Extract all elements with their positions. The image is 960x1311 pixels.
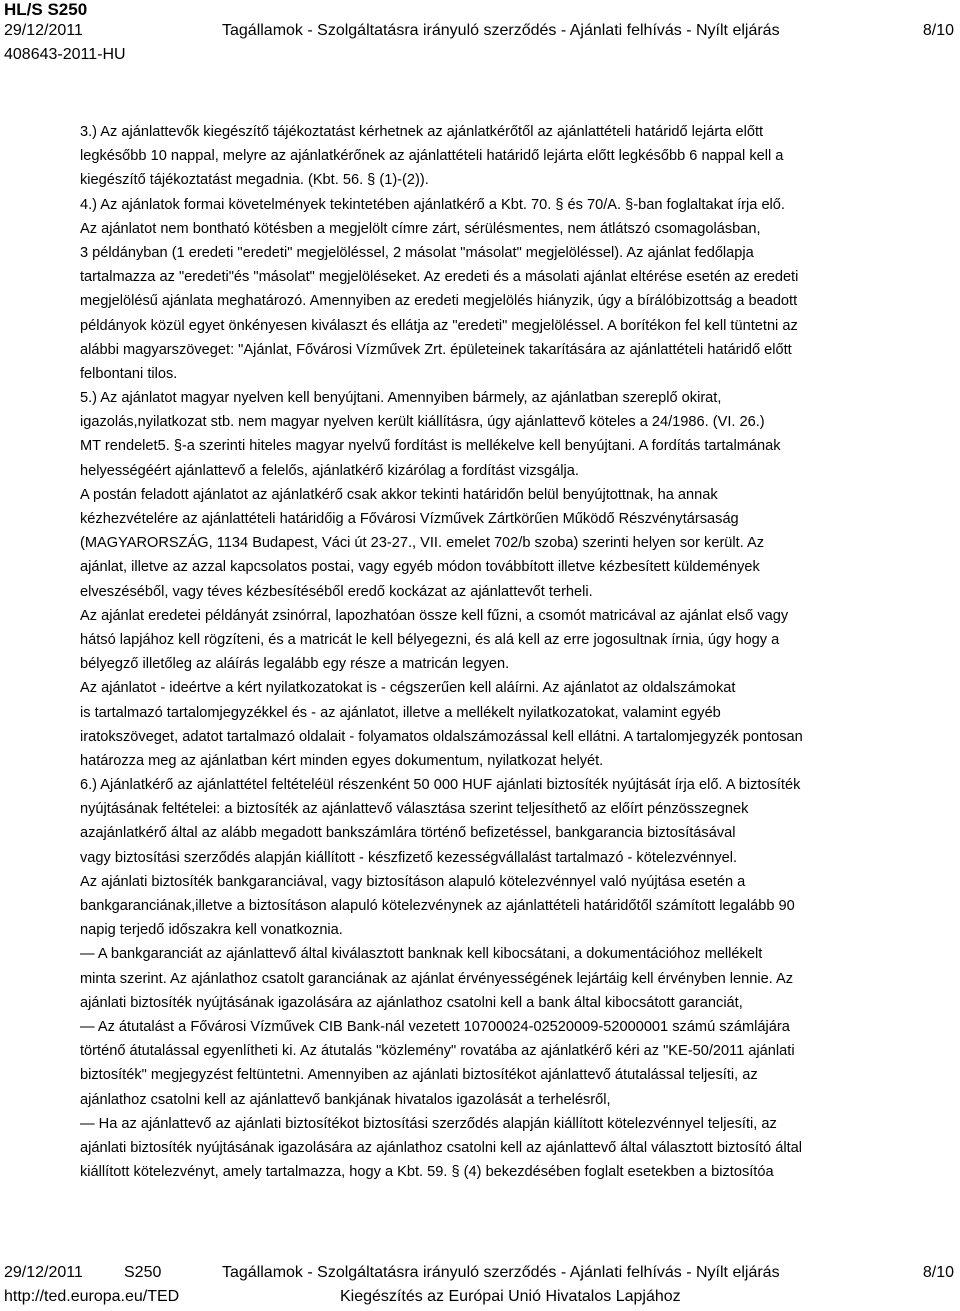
document-body: [80, 120, 954, 1184]
header-date: 29/12/2011: [4, 22, 83, 39]
text-line: 4.) Az ajánlatok formai követelmények tekintetében ajánlatkérő a Kbt. 70. § és 70/A. §-ban foglaltakat írja elő.: [80, 196, 785, 213]
text-line: azajánlatkérő által az alább megadott bankszámlára történő befizetéssel, bankgarancia biztosításával: [80, 825, 736, 842]
text-line: biztosíték" megjegyzést feltüntetni. Amennyiben az ajánlati biztosítékot ajánlattevő átutalással teljesíti, az: [80, 1067, 758, 1084]
text-line: Az ajánlati biztosíték bankgaranciával, vagy biztosításon alapuló kötelezvénnyel való nyújtása esetén a: [80, 873, 746, 890]
text-line: 3.) Az ajánlattevők kiegészítő tájékoztatást kérhetnek az ajánlatkérőtől az ajánlattételi határidő lejárta előtt: [80, 124, 764, 140]
text-line: Az ajánlatot - ideértve a kért nyilatkozatokat is - cégszerűen kell aláírni. Az ajánlatot az oldalszámokat: [80, 680, 736, 697]
text-line: A postán feladott ajánlatot az ajánlatkérő csak akkor tekinti határidőn belül benyújtottnak, ha annak: [80, 486, 718, 503]
text-line: helyességéért ajánlattevő a felelős, ajánlatkérő kizárólag a fordítást vizsgálja.: [80, 462, 579, 479]
text-line: 6.) Ajánlatkérő az ajánlattétel feltételéül részenként 50 000 HUF ajánlati biztosíték nyújtását írja elő. A biztosíték: [80, 777, 801, 794]
text-line: ajánlat, illetve az azzal kapcsolatos postai, vagy egyéb módon továbbított illetve kézbesített küldemények: [80, 559, 760, 576]
text-line: is tartalmazó tartalomjegyzékkel és - az ajánlatot, illetve a mellékelt nyilatkozatokat, valamint egyéb: [80, 704, 721, 721]
page-footer: [0, 1262, 960, 1311]
text-line: minta szerint. Az ajánlathoz csatolt garanciának az ajánlat érvényességének lejártáig kell érvényben lennie. Az: [80, 970, 794, 987]
text-line: 3 példányban (1 eredeti "eredeti" megjelöléssel, 2 másolat "másolat" megjelöléssel). Az ajánlat fedőlapja: [80, 244, 754, 261]
text-line: vagy biztosítási szerződés alapján kiállított - készfizető kezességvállalást tartalmazó - kötelezvénnyel.: [80, 849, 738, 866]
text-line: ajánlati biztosíték nyújtásának igazolására az ajánlathoz csatolni kell a bank által kibocsátott garanciát,: [80, 994, 743, 1011]
footer-title: Tagállamok - Szolgáltatásra irányuló szerződés - Ajánlati felhívás - Nyílt eljárás: [222, 1264, 780, 1281]
text-line: felbontani tilos.: [80, 365, 178, 382]
header-page-number: 8/10: [922, 22, 954, 39]
text-line: MT rendelet5. §-a szerinti hiteles magyar nyelvű fordítást is mellékelve kell benyújtani. A fordítás tartalmának: [80, 438, 781, 455]
text-line: bélyegző illetőleg az aláírás legalább egy része a matricán legyen.: [80, 656, 510, 673]
text-line: kézhezvételére az ajánlattételi határidőig a Fővárosi Vízművek Zártkörűen Működő Részvénytársaság: [80, 511, 739, 527]
text-line: megjelölésű ajánlata meghatározó. Amennyiben az eredeti megjelölés hiányzik, úgy a bírálóbizottság a beadott: [80, 293, 798, 310]
text-line: napig terjedő időszakra kell vonatkoznia.: [80, 922, 343, 939]
footer-page-number: 8/10: [922, 1264, 954, 1281]
header-title: Tagállamok - Szolgáltatásra irányuló szerződés - Ajánlati felhívás - Nyílt eljárás: [222, 22, 780, 39]
text-line: elveszéséből, vagy téves kézbesítéséből eredő kockázat az ajánlattevőt terheli.: [80, 583, 593, 600]
text-line: kiegészítő tájékoztatást megadnia. (Kbt. 56. § (1)-(2)).: [80, 172, 429, 189]
text-line: nyújtásának feltételei: a biztosíték az ajánlattevő választása szerint teljesíthető az előírt pénzösszegnek: [80, 801, 749, 818]
text-line: történő átutalással egyenlítheti ki. Az átutalás "közlemény" rovatába az ajánlatkérő kéri az "KE-50/2011 ajánlati: [80, 1043, 795, 1060]
text-line: — Az átutalást a Fővárosi Vízművek CIB Bank-nál vezetett 10700024-02520009-52000001 számú számlájára: [80, 1018, 790, 1035]
notice-id: 408643-2011-HU: [4, 46, 126, 63]
footer-publication: Kiegészítés az Európai Unió Hivatalos Lapjához: [340, 1288, 681, 1305]
publication-code: HL/S S250: [4, 0, 88, 19]
text-line: hátsó lapjához kell rögzíteni, és a matricát le kell bélyegezni, és alá kell az erre jogosultnak írnia, úgy hogy a: [80, 631, 780, 648]
text-line: bankgaranciának,illetve a biztosításon alapuló kötelezvénynek az ajánlattételi határidőtől számított legalább 90: [80, 898, 795, 914]
footer-url-link[interactable]: http://ted.europa.eu/TED: [4, 1288, 180, 1305]
text-line: kiállított kötelezvényt, amely tartalmazza, hogy a Kbt. 59. § (4) bekezdésében foglalt esetekben a biztosítóa: [80, 1164, 774, 1181]
footer-date: 29/12/2011: [4, 1264, 83, 1281]
text-line: igazolás,nyilatkozat stb. nem magyar nyelven került kiállításra, úgy ajánlattevő köteles a 24/1986. (VI. 26.): [80, 414, 765, 431]
text-line: (MAGYARORSZÁG, 1134 Budapest, Váci út 23-27., VII. emelet 702/b szoba) szerinti helyen sor került. Az: [80, 535, 765, 552]
text-line: 5.) Az ajánlatot magyar nyelven kell benyújtani. Amennyiben bármely, az ajánlatban szereplő okirat,: [80, 390, 722, 407]
text-line: — Ha az ajánlattevő az ajánlati biztosítékot biztosítási szerződés alapján kiállított kötelezvénnyel teljesíti, az: [80, 1115, 777, 1132]
text-line: Az ajánlatot nem bontható kötésben a megjelölt címre zárt, sérülésmentes, nem átlátszó csomagolásban,: [80, 220, 761, 237]
text-line: legkésőbb 10 nappal, melyre az ajánlatkérőnek az ajánlattételi határidő lejárta előtt legkésőbb 6 nappal kell a: [80, 148, 784, 165]
text-line: ajánlathoz csatolni kell az ajánlattevő bankjának hivatalos igazolását a terhelésről,: [80, 1091, 611, 1108]
text-line: tartalmazza az "eredeti"és "másolat" megjelöléseket. Az eredeti és a másolati ajánlat eltérése esetén az eredeti: [80, 269, 799, 286]
text-line: Az ajánlat eredetei példányát zsinórral, lapozhatóan össze kell fűzni, a csomót matricával az ajánlat első vagy: [80, 607, 789, 624]
text-line: iratokszöveget, adatot tartalmazó oldalait - folyamatos oldalszámozással kell ellátni. A tartalomjegyzék pontosan: [80, 728, 803, 745]
footer-code: S250: [124, 1264, 162, 1281]
text-line: — A bankgaranciát az ajánlattevő által kiválasztott banknak kell kibocsátani, a dokumentációhoz mellékelt: [80, 946, 763, 963]
text-line: példányok közül egyet önkényesen kiválaszt és ellátja az "eredeti" megjelöléssel. A borítékon fel kell tüntetni az: [80, 317, 798, 334]
page-header: [0, 0, 960, 70]
text-line: alábbi magyarszöveget: "Ajánlat, Fővárosi Vízművek Zrt. épületeinek takarítására az ajánlattételi határidő előtt: [80, 341, 792, 358]
text-line: ajánlati biztosíték nyújtásának igazolására az ajánlathoz csatolni kell az ajánlattevő által választott biztosító által: [80, 1139, 802, 1156]
text-line: határozza meg az ajánlatban kért minden egyes dokumentum, nyilatkozat helyét.: [80, 752, 604, 769]
